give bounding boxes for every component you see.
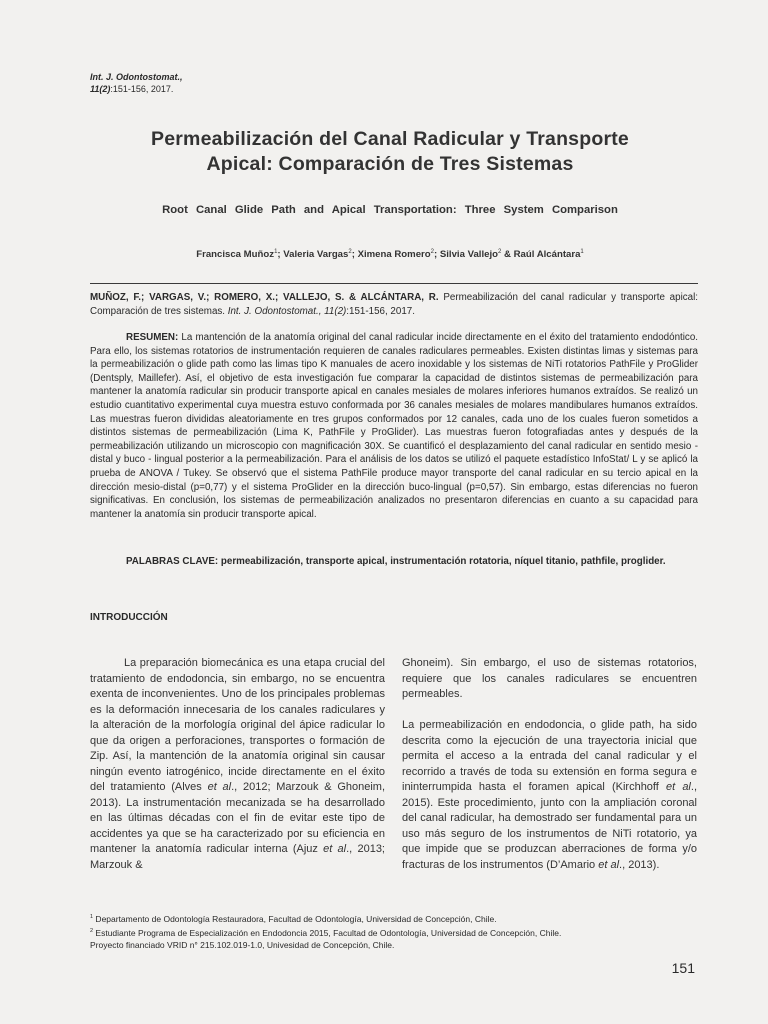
paragraph-text: ., 2013). bbox=[619, 858, 660, 871]
section-heading-introduction: INTRODUCCIÓN bbox=[90, 612, 168, 623]
article-title-line-2: Apical: Comparación de Tres Sistemas bbox=[206, 153, 574, 175]
author-separator: ; bbox=[277, 249, 284, 261]
paragraph-italic: et al bbox=[598, 858, 620, 871]
author-name: Francisca Muñoz bbox=[196, 249, 275, 261]
page-number: 151 bbox=[671, 960, 695, 976]
paragraph-text: ., 2012; Marzouk & Ghoneim, 2013). La instrumentación mecanizada se ha desarrollado en las últimas décadas con el fin de evitar este tipo de accidentes ya que se ha caracterizado por su eficiencia en mantener la anatomía radicular interna (Ajuz bbox=[90, 781, 386, 855]
footnotes bbox=[90, 911, 698, 951]
author-affiliation: 1 bbox=[580, 249, 584, 255]
footnote bbox=[90, 925, 698, 939]
body-column-right bbox=[402, 656, 697, 873]
footnote bbox=[90, 911, 698, 925]
english-title: Root Canal Glide Path and Apical Transportation: Three System Comparison bbox=[162, 204, 618, 216]
paragraph-text: ., 2015). Este procedimiento, junto con la ampliación coronal del canal radicular, ha demostrado ser fundamental para un uso más seguro de los instrumentos de NiTi rotatorio, ya que impide que se produzcan aberraciones de forma y/o fracturas de los instrumentos (D’Amario bbox=[402, 781, 698, 871]
paragraph-italic: et al bbox=[207, 781, 232, 793]
abstract-label: RESUMEN: bbox=[126, 332, 179, 343]
abstract-text: La mantención de la anatomía original del canal radicular incide directamente en el éxito del tratamiento endodóntico. Para ello, los sistemas rotatorios de instrumentación requieren de canales radiculares permeables. Existen distintas limas y sistemas para la permeabilización o glide path como las limas tipo K manuales de acero inoxidable y los sistemas de NiTi rotatorios PathFile y ProGlider (Dentsply, Maillefer). Así, el objetivo de esta investigación fue comparar la capacidad de distintos sistemas de permeabilización para mantener la anatomía radicular sin producir transporte apical en canales mesiales de molares inferiores humanos extraídos. Se realizó un estudio cuantitativo experimental cuya muestra estuvo conformada por 36 canales mesiales de molares mandibulares humanos extraídos. Las muestras fueron divididas aleatoriamente en tres grupos conformados por 12 canales, cada uno de los cuales fueron sometidos a distintos sistemas de permeabilización (Lima K, PathFile y ProGlider). Las muestras fueron fotografiadas antes y después de la permeabilización utilizando un microscopio con magnificación 30X. Se cuantificó el desplazamiento del canal radicular en sentido mesio - distal y buco - lingual posterior a la permeabilización. Para el análisis de los datos se utilizó el paquete estadístico InfoStat/ L y se aplicó la prueba de ANOVA / Tukey. Se observó que el sistema PathFile produce mayor transporte del canal radicular en su tercio apical en la dirección mesio-distal (p=0,77) y el sistema ProGlider en la dirección buco-lingual (p=0,57). Sin embargo, estas diferencias no fueron significativas. En conclusión, los sistemas de permeabilización analizados no presentaron diferencias en cuanto a su capacidad para mantener la anatomía sin producir transporte apical. bbox=[90, 332, 698, 520]
footnote-text: Departamento de Odontología Restauradora, Facultad de Odontología, Universidad de Concepción, Chile. bbox=[93, 913, 497, 924]
paragraph: Ghoneim). Sin embargo, el uso de sistemas rotatorios, requiere que los canales radiculares se encuentren permeables. bbox=[402, 657, 697, 700]
paragraph-italic: et al bbox=[323, 843, 347, 855]
paragraph-italic: et al bbox=[666, 781, 691, 793]
citation-journal: Int. J. Odontostomat., 11(2) bbox=[227, 305, 347, 317]
footnote-marker: 1 bbox=[90, 914, 94, 920]
author-list bbox=[90, 249, 690, 260]
citation-title: Permeabilización del canal radicular y transporte apical: Comparación de tres sistemas. bbox=[90, 292, 699, 317]
citation-authors: MUÑOZ, F.; VARGAS, V.; ROMERO, X.; VALLEJO, S. & ALCÁNTARA, R. bbox=[90, 292, 439, 303]
article-title bbox=[90, 127, 690, 177]
author-separator: & bbox=[501, 249, 514, 261]
author-affiliation: 2 bbox=[497, 249, 502, 255]
author-affiliation: 2 bbox=[348, 249, 352, 255]
author-name: Valeria Vargas bbox=[283, 249, 349, 261]
paragraph-text: ., 2013; Marzouk & bbox=[90, 843, 385, 871]
paragraph bbox=[402, 718, 697, 873]
footnote-text: Estudiante Programa de Especialización en Endodoncia 2015, Facultad de Odontología, Universidad de Concepción, Chile. bbox=[93, 927, 562, 938]
journal-name: Int. J. Odontostomat., bbox=[90, 72, 183, 82]
footnote: Proyecto financiado VRID n° 215.102.019-1.0, Univesidad de Concepción, Chile. bbox=[90, 939, 395, 950]
keywords: PALABRAS CLAVE: permeabilización, transporte apical, instrumentación rotatoria, níquel titanio, pathfile, proglider. bbox=[126, 556, 666, 567]
journal-pages: :151-156, 2017. bbox=[110, 84, 174, 94]
body-column-left bbox=[90, 656, 385, 873]
paragraph-text: La permeabilización en endodoncia, o glide path, ha sido descrita como la ejecución de una trayectoria inicial que permita el acceso a la entrada del canal radicular y el recorrido a través de toda su extensión en forma segura e ininterrumpida hasta el foramen apical (Kirchhoff bbox=[402, 719, 697, 793]
citation-pages: :151-156, 2017. bbox=[346, 305, 415, 317]
paragraph-text: La preparación biomecánica es una etapa crucial del tratamiento de endodoncia, sin embargo, no se encuentra exenta de inconvenientes. Uno de los principales problemas es la deformación innecesaria de los canales radiculares y la alteración de la morfología original del ápice radicular lo que da origen a perforaciones, transportes o formación de Zip. Así, la mantención de la anatomía original sin causar ningún evento iatrogénico, incide directamente en el éxito del tratamiento (Alves bbox=[90, 657, 385, 793]
article-title-line-1: Permeabilización del Canal Radicular y Transporte bbox=[151, 128, 629, 150]
paragraph bbox=[90, 656, 385, 873]
journal-volume: 11(2) bbox=[90, 84, 111, 94]
author-name: Ximena Romero bbox=[357, 249, 431, 261]
journal-reference bbox=[90, 71, 183, 95]
author-separator: ; bbox=[433, 249, 440, 261]
author-name: Silvia Vallejo bbox=[439, 249, 498, 261]
author-name: Raúl Alcántara bbox=[513, 249, 581, 261]
abstract bbox=[90, 331, 698, 521]
journal-volume-pages bbox=[90, 83, 183, 95]
author-affiliation: 1 bbox=[274, 249, 278, 255]
author-separator: ; bbox=[351, 249, 358, 261]
header-divider bbox=[90, 283, 698, 284]
author-affiliation: 2 bbox=[430, 249, 434, 255]
footnote-marker: 2 bbox=[90, 927, 94, 934]
citation-block bbox=[90, 291, 698, 318]
